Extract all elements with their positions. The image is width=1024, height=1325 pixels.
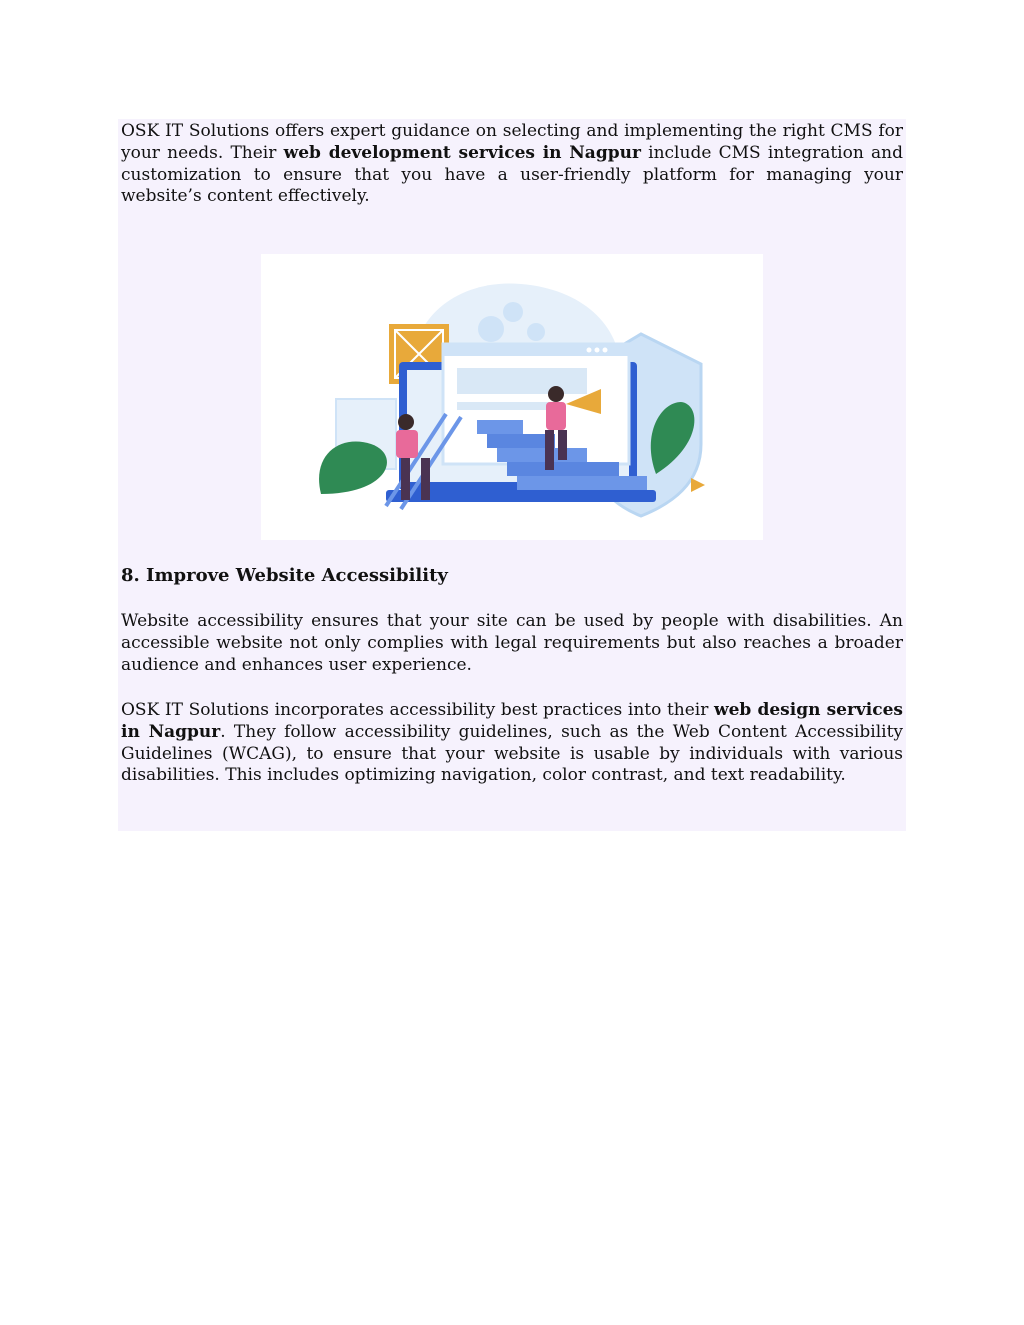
accessibility-intro-paragraph: Website accessibility ensures that your site can be used by people with disabilities. An accessible website not only complies with legal requirements but also reaches a broader audience and enhances user experience. (121, 611, 903, 675)
section-heading: 8. Improve Website Accessibility (121, 565, 448, 586)
cms-paragraph (121, 121, 903, 208)
accessibility-practices-lead: OSK IT Solutions incorporates accessibility best practices into their (121, 700, 714, 720)
accessibility-practices-paragraph (121, 700, 903, 787)
play-triangle-icon (691, 478, 705, 492)
accessibility-practices-tail: . They follow accessibility guidelines, such as the Web Content Accessibility Guidelines (WCAG), to ensure that your website is usable by individuals with various disabilities. This includes optimizing navigation, color contrast, and text readability. (121, 721, 903, 786)
cms-paragraph-tail: include CMS integration and customization to ensure that you have a user-friendly platform for managing your website’s content effectively. (121, 142, 903, 207)
plant-left (319, 441, 387, 494)
web-design-services-link-text: web design services in Nagpur (121, 700, 903, 742)
web-development-services-link-text: web development services in Nagpur (283, 142, 641, 163)
web-development-illustration (261, 254, 763, 540)
cms-paragraph-lead: OSK IT Solutions offers expert guidance on selecting and implementing the right CMS for your needs. Their (121, 121, 903, 163)
